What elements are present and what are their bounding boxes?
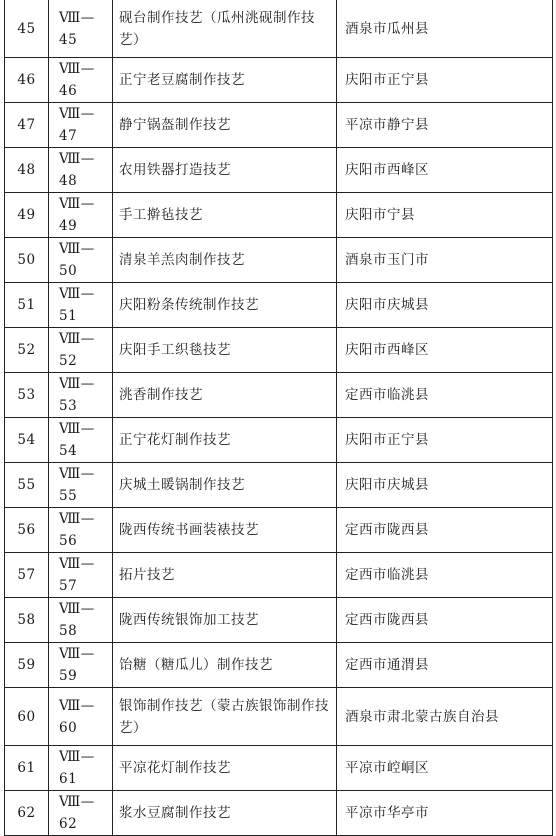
table-row	[5, 193, 553, 238]
project-code: Ⅷ—56	[49, 508, 113, 553]
applicant-region: 定西市临洮县	[337, 373, 553, 418]
project-name: 庆城土暖锅制作技艺	[113, 463, 337, 508]
applicant-region: 定西市陇西县	[337, 598, 553, 643]
table-row	[5, 791, 553, 836]
table-row	[5, 418, 553, 463]
project-name: 清泉羊羔肉制作技艺	[113, 238, 337, 283]
applicant-region: 庆阳市正宁县	[337, 418, 553, 463]
applicant-region: 庆阳市宁县	[337, 193, 553, 238]
project-name: 静宁锅盔制作技艺	[113, 103, 337, 148]
project-code: Ⅷ—62	[49, 791, 113, 836]
project-code: Ⅷ—47	[49, 103, 113, 148]
row-number: 61	[5, 746, 49, 791]
project-name: 银饰制作技艺（蒙古族银饰制作技艺）	[113, 688, 337, 746]
table-row	[5, 598, 553, 643]
row-number: 57	[5, 553, 49, 598]
applicant-region: 酒泉市肃北蒙古族自治县	[337, 688, 553, 746]
project-name: 平凉花灯制作技艺	[113, 746, 337, 791]
row-number: 49	[5, 193, 49, 238]
table-row	[5, 688, 553, 746]
table-row	[5, 328, 553, 373]
row-number: 54	[5, 418, 49, 463]
project-name: 饴糖（糖瓜儿）制作技艺	[113, 643, 337, 688]
project-name: 农用铁器打造技艺	[113, 148, 337, 193]
project-code: Ⅷ—46	[49, 58, 113, 103]
applicant-region: 定西市临洮县	[337, 553, 553, 598]
project-code: Ⅷ—51	[49, 283, 113, 328]
project-code: Ⅷ—59	[49, 643, 113, 688]
project-name: 浆水豆腐制作技艺	[113, 791, 337, 836]
project-name: 洮香制作技艺	[113, 373, 337, 418]
project-code: Ⅷ—58	[49, 598, 113, 643]
row-number: 53	[5, 373, 49, 418]
row-number: 58	[5, 598, 49, 643]
project-name: 手工擀毡技艺	[113, 193, 337, 238]
project-name: 陇西传统书画装裱技艺	[113, 508, 337, 553]
project-name: 正宁花灯制作技艺	[113, 418, 337, 463]
row-number: 46	[5, 58, 49, 103]
row-number: 59	[5, 643, 49, 688]
project-code: Ⅷ—60	[49, 688, 113, 746]
table-row	[5, 103, 553, 148]
applicant-region: 酒泉市瓜州县	[337, 0, 553, 58]
row-number: 55	[5, 463, 49, 508]
project-code: Ⅷ—53	[49, 373, 113, 418]
project-name: 拓片技艺	[113, 553, 337, 598]
applicant-region: 定西市通渭县	[337, 643, 553, 688]
project-code: Ⅷ—48	[49, 148, 113, 193]
applicant-region: 庆阳市正宁县	[337, 58, 553, 103]
applicant-region: 平凉市静宁县	[337, 103, 553, 148]
row-number: 47	[5, 103, 49, 148]
project-code: Ⅷ—49	[49, 193, 113, 238]
row-number: 50	[5, 238, 49, 283]
table-row	[5, 643, 553, 688]
row-number: 62	[5, 791, 49, 836]
table-row	[5, 283, 553, 328]
row-number: 52	[5, 328, 49, 373]
applicant-region: 庆阳市庆城县	[337, 283, 553, 328]
applicant-region: 庆阳市庆城县	[337, 463, 553, 508]
applicant-region: 定西市陇西县	[337, 508, 553, 553]
table-row	[5, 553, 553, 598]
row-number: 48	[5, 148, 49, 193]
applicant-region: 庆阳市西峰区	[337, 148, 553, 193]
project-code: Ⅷ—57	[49, 553, 113, 598]
project-code: Ⅷ—61	[49, 746, 113, 791]
applicant-region: 酒泉市玉门市	[337, 238, 553, 283]
row-number: 45	[5, 0, 49, 58]
table-row	[5, 463, 553, 508]
project-name: 砚台制作技艺（瓜州洮砚制作技艺）	[113, 0, 337, 58]
project-code: Ⅷ—45	[49, 0, 113, 58]
row-number: 56	[5, 508, 49, 553]
project-name: 陇西传统银饰加工技艺	[113, 598, 337, 643]
project-code: Ⅷ—55	[49, 463, 113, 508]
table-row	[5, 746, 553, 791]
project-code: Ⅷ—52	[49, 328, 113, 373]
project-code: Ⅷ—50	[49, 238, 113, 283]
table-row	[5, 148, 553, 193]
table-row	[5, 508, 553, 553]
project-name: 庆阳手工织毯技艺	[113, 328, 337, 373]
project-name: 正宁老豆腐制作技艺	[113, 58, 337, 103]
row-number: 51	[5, 283, 49, 328]
table-row	[5, 0, 553, 58]
applicant-region: 平凉市崆峒区	[337, 746, 553, 791]
table-row	[5, 373, 553, 418]
row-number: 60	[5, 688, 49, 746]
project-name: 庆阳粉条传统制作技艺	[113, 283, 337, 328]
project-code: Ⅷ—54	[49, 418, 113, 463]
table-row	[5, 238, 553, 283]
applicant-region: 平凉市华亭市	[337, 791, 553, 836]
heritage-list-table	[4, 0, 553, 836]
table-row	[5, 58, 553, 103]
applicant-region: 庆阳市西峰区	[337, 328, 553, 373]
